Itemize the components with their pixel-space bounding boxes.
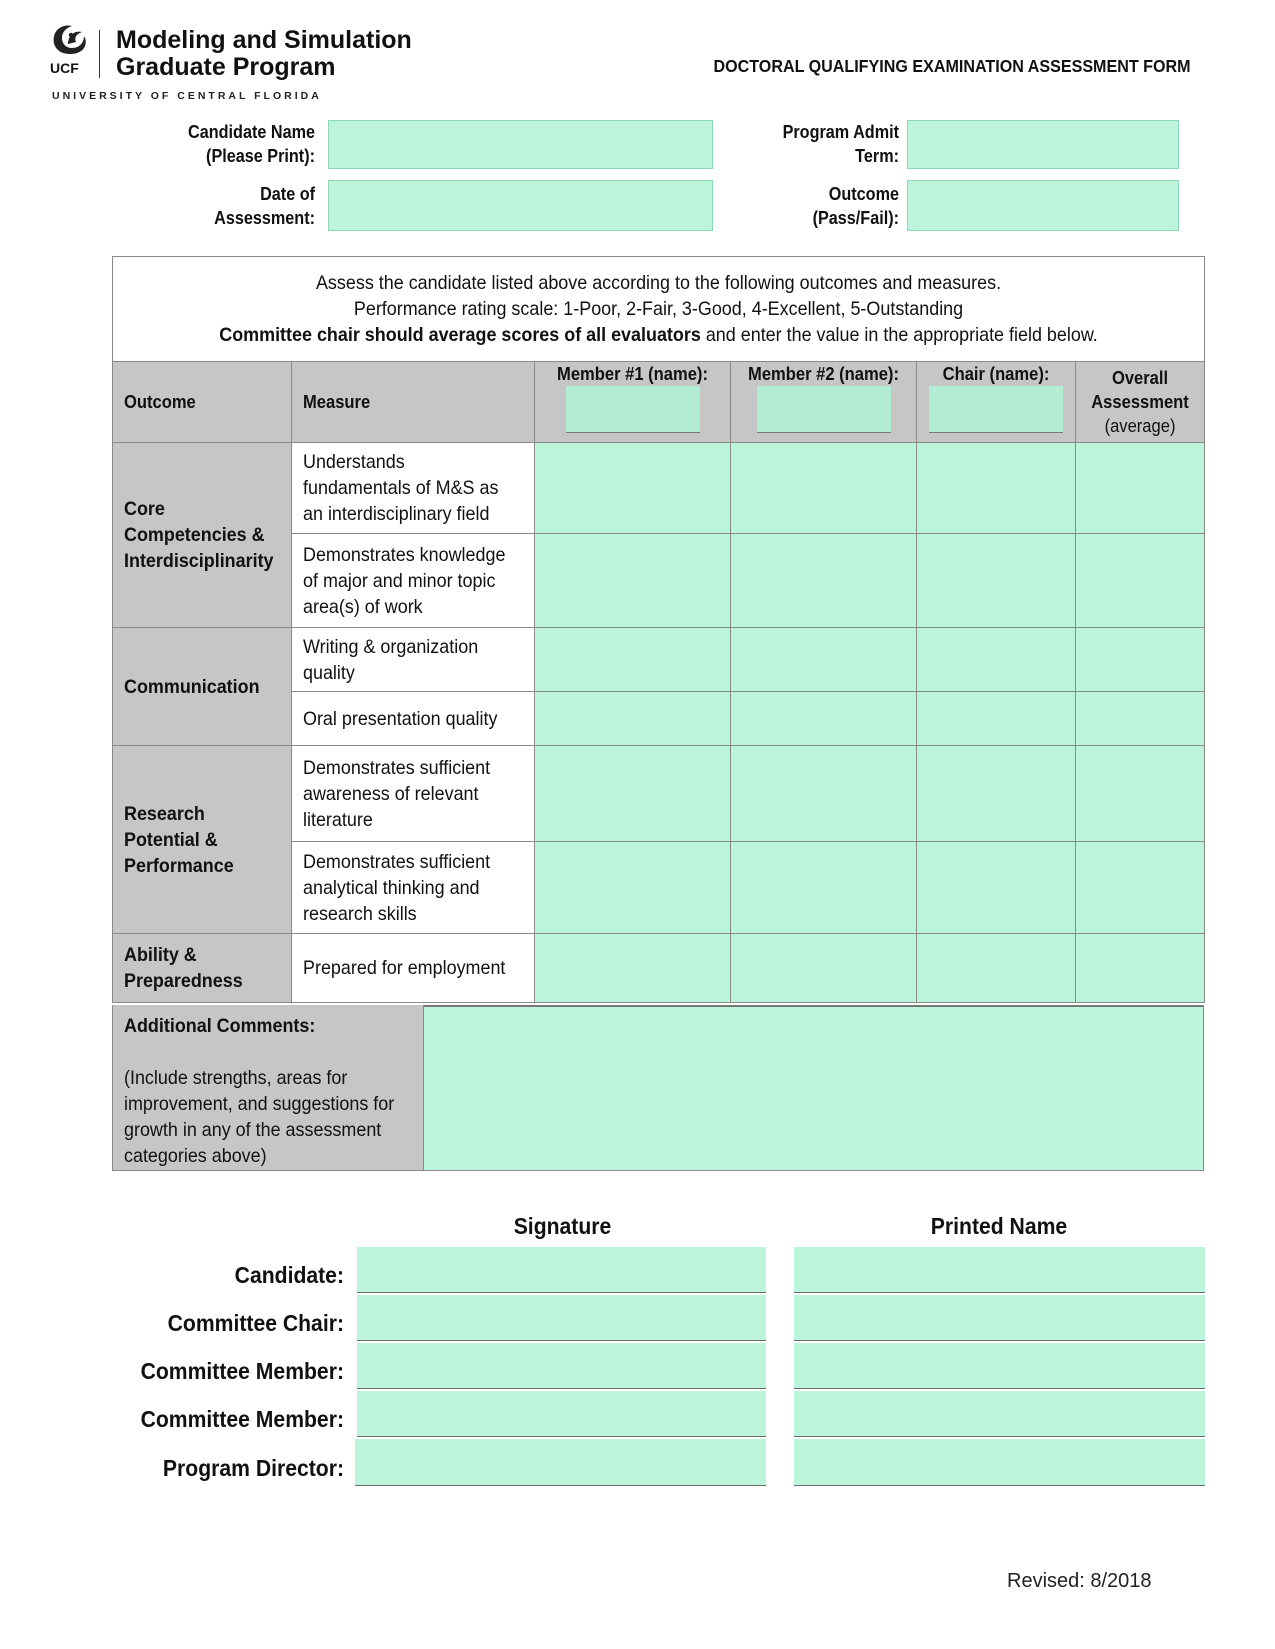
comments-note: (Include strengths, areas for improvement, and suggestions for growth in any of the assessment categories above): [124, 1067, 395, 1167]
outcome-research: Research Potential & Performance: [113, 746, 292, 934]
director-signature-field[interactable]: [355, 1439, 766, 1486]
member2-name-field[interactable]: [757, 386, 891, 433]
score-cell[interactable]: [731, 443, 917, 534]
director-printed-name-field[interactable]: [794, 1439, 1205, 1486]
score-cell[interactable]: [917, 628, 1076, 692]
assessment-table: [112, 256, 1205, 1003]
instructions-line1: Assess the candidate listed above according to the following outcomes and measures.: [315, 272, 1002, 294]
candidate-printed-name-field[interactable]: [794, 1247, 1205, 1293]
logo-abbr: UCF: [50, 60, 79, 76]
outcome-core: Core Competencies & Interdisciplinarity: [113, 443, 292, 628]
program-name-line1: Modeling and Simulation: [116, 26, 412, 54]
instructions-line3: Committee chair should average scores of all evaluators and enter the value in the appropriate field below.: [219, 324, 1098, 346]
candidate-name-label: Candidate Name (Please Print):: [188, 122, 315, 166]
score-cell[interactable]: [917, 534, 1076, 628]
score-cell[interactable]: [535, 628, 731, 692]
measure-cell: Prepared for employment: [292, 934, 535, 1003]
score-cell[interactable]: [917, 443, 1076, 534]
member1-signature-field[interactable]: [357, 1343, 766, 1389]
score-cell[interactable]: [535, 443, 731, 534]
form-title: DOCTORAL QUALIFYING EXAMINATION ASSESSMENT FORM: [713, 56, 1191, 76]
admit-term-label: Program Admit Term:: [782, 122, 899, 166]
comments-field[interactable]: [423, 1005, 1204, 1171]
signature-column-header: Signature: [513, 1213, 612, 1239]
score-cell[interactable]: [917, 692, 1076, 746]
average-cell[interactable]: [1076, 842, 1205, 934]
pegasus-icon: [50, 24, 90, 56]
score-cell[interactable]: [535, 842, 731, 934]
score-cell[interactable]: [731, 934, 917, 1003]
revised-date: Revised: 8/2018: [1007, 1570, 1152, 1592]
university-name: UNIVERSITY OF CENTRAL FLORIDA: [52, 90, 322, 102]
score-cell[interactable]: [917, 842, 1076, 934]
chair-printed-name-field[interactable]: [794, 1295, 1205, 1341]
score-cell[interactable]: [917, 934, 1076, 1003]
instructions-line2: Performance rating scale: 1-Poor, 2-Fair, 3-Good, 4-Excellent, 5-Outstanding: [353, 298, 964, 320]
outcome-ability: Ability & Preparedness: [113, 934, 292, 1003]
header-chair: Chair (name):: [917, 362, 1076, 443]
candidate-name-field[interactable]: [328, 120, 713, 169]
score-cell[interactable]: [731, 842, 917, 934]
measure-cell: Oral presentation quality: [292, 692, 535, 746]
signature-label-director: Program Director:: [162, 1455, 344, 1481]
table-row: [113, 628, 1205, 692]
score-cell[interactable]: [731, 534, 917, 628]
average-cell[interactable]: [1076, 534, 1205, 628]
program-name-line2: Graduate Program: [116, 53, 336, 81]
outcome-label: Outcome (Pass/Fail):: [812, 184, 899, 228]
outcome-communication: Communication: [113, 628, 292, 746]
admit-term-field[interactable]: [907, 120, 1179, 169]
comments-label-cell: [112, 1005, 423, 1171]
comments-title: Additional Comments:: [124, 1015, 316, 1037]
average-cell[interactable]: [1076, 934, 1205, 1003]
table-row: [113, 934, 1205, 1003]
signature-label-member1: Committee Member:: [140, 1358, 344, 1384]
instructions: [113, 257, 1205, 362]
score-cell[interactable]: [535, 934, 731, 1003]
score-cell[interactable]: [731, 692, 917, 746]
score-cell[interactable]: [731, 628, 917, 692]
score-cell[interactable]: [535, 692, 731, 746]
table-row: [113, 746, 1205, 842]
signature-label-chair: Committee Chair:: [167, 1310, 344, 1336]
printed-name-column-header: Printed Name: [930, 1213, 1068, 1239]
measure-cell: Understands fundamentals of M&S as an interdisciplinary field: [292, 443, 535, 534]
outcome-pass-fail-field[interactable]: [907, 180, 1179, 231]
date-label: Date of Assessment:: [214, 184, 315, 228]
table-row: [113, 443, 1205, 534]
header-outcome: Outcome: [113, 362, 292, 443]
chair-name-field[interactable]: [929, 386, 1063, 433]
average-cell[interactable]: [1076, 692, 1205, 746]
member1-printed-name-field[interactable]: [794, 1343, 1205, 1389]
measure-cell: Demonstrates knowledge of major and minor topic area(s) of work: [292, 534, 535, 628]
average-cell[interactable]: [1076, 628, 1205, 692]
signature-label-candidate: Candidate:: [234, 1262, 344, 1288]
score-cell[interactable]: [535, 746, 731, 842]
member1-name-field[interactable]: [566, 386, 700, 433]
header-member1: Member #1 (name):: [535, 362, 731, 443]
score-cell[interactable]: [535, 534, 731, 628]
header-overall: Overall Assessment (average): [1076, 362, 1205, 443]
score-cell[interactable]: [731, 746, 917, 842]
average-cell[interactable]: [1076, 746, 1205, 842]
signature-label-member2: Committee Member:: [140, 1406, 344, 1432]
date-of-assessment-field[interactable]: [328, 180, 713, 231]
measure-cell: Demonstrates sufficient awareness of relevant literature: [292, 746, 535, 842]
score-cell[interactable]: [917, 746, 1076, 842]
header-member2: Member #2 (name):: [731, 362, 917, 443]
logo-divider: [99, 30, 100, 78]
member2-signature-field[interactable]: [357, 1391, 766, 1437]
measure-cell: Writing & organization quality: [292, 628, 535, 692]
chair-signature-field[interactable]: [357, 1295, 766, 1341]
member2-printed-name-field[interactable]: [794, 1391, 1205, 1437]
candidate-signature-field[interactable]: [357, 1247, 766, 1293]
measure-cell: Demonstrates sufficient analytical thinking and research skills: [292, 842, 535, 934]
average-cell[interactable]: [1076, 443, 1205, 534]
header-measure: Measure: [292, 362, 535, 443]
